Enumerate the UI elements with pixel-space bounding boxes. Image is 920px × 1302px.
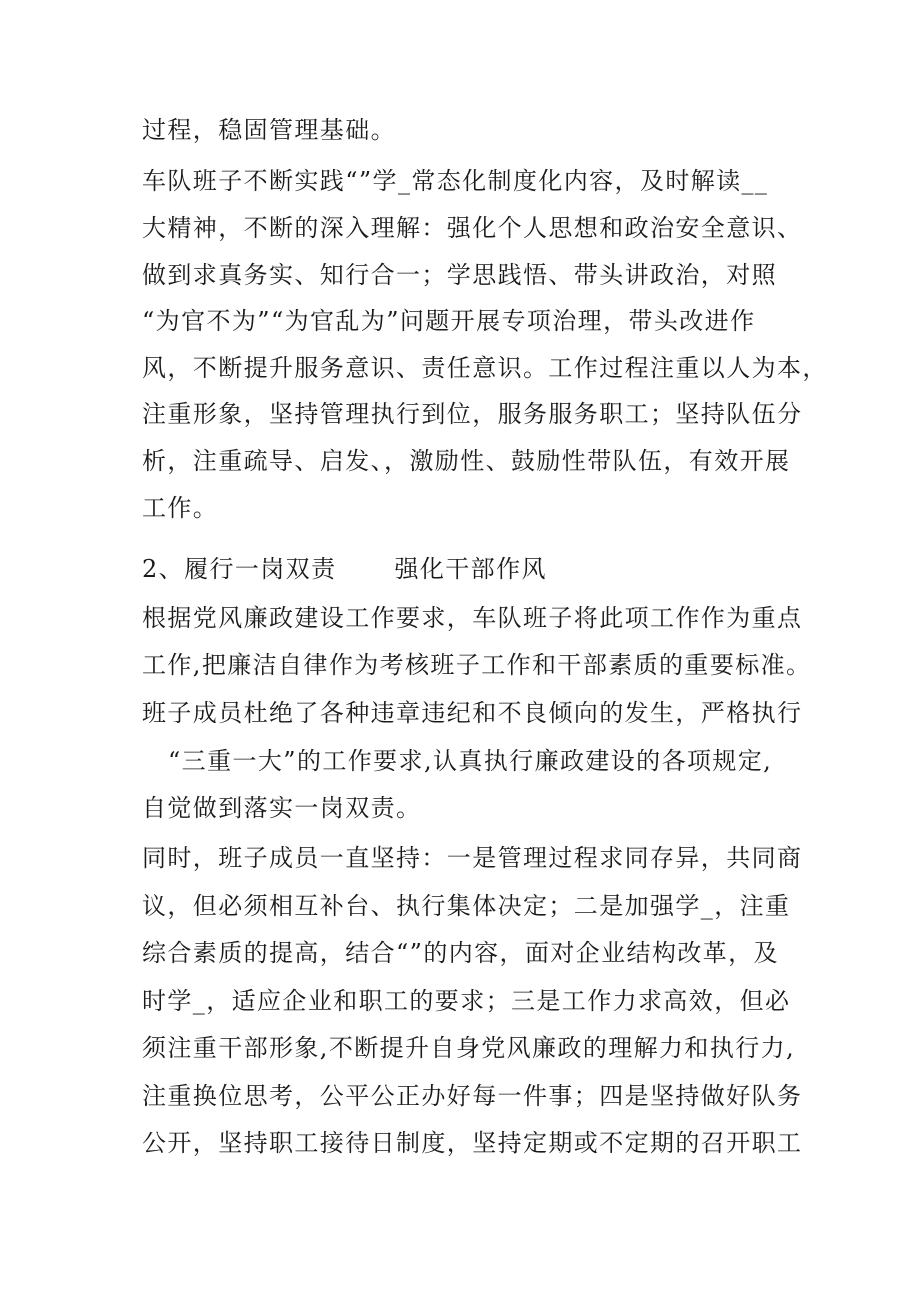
text-line: 同时，班子成员一直坚持：一是管理过程求同存异，共同商 [142,844,803,872]
text-line: 综合素质的提高，结合“”的内容，面对企业结构改革，及 [142,939,779,967]
text-line: 须注重干部形象,不断提升自身党风廉政的理解力和执行力, [142,1034,796,1062]
text-line: 注重换位思考，公平公正办好每一件事；四是坚持做好队务 [142,1082,803,1110]
text-line: “三重一大”的工作要求,认真执行廉政建设的各项规定, [168,747,773,775]
text-line: 风，不断提升服务意识、责任意识。工作过程注重以人为本， [142,354,828,382]
text-line: 根据党风廉政建设工作要求，车队班子将此项工作作为重点 [142,604,803,632]
section-heading-subtitle: 强化干部作风 [394,555,547,583]
text-line: 大精神，不断的深入理解：强化个人思想和政治安全意识、 [142,214,803,242]
text-line: “为官不为”“为官乱为”问题开展专项治理，带头改进作 [142,307,756,335]
section-heading [142,554,792,584]
text-line: 工作。 [142,494,219,522]
text-line: 自觉做到落实一岗双责。 [142,794,422,822]
text-line: 工作,把廉洁自律作为考核班子工作和干部素质的重要标准。 [142,651,812,679]
text-line: 车队班子不断实践“”学_常态化制度化内容，及时解读__ [142,167,769,195]
text-line: 做到求真务实、知行合一；学思践悟、带头讲政治，对照 [142,261,777,289]
text-line: 议，但必须相互补台、执行集体决定；二是加强学_，注重 [142,892,791,920]
text-line: 时学_，适应企业和职工的要求；三是工作力求高效，但必 [142,987,791,1015]
text-line: 公开，坚持职工接待日制度，坚持定期或不定期的召开职工 [142,1129,803,1157]
text-line: 析，注重疏导、启发、，激励性、鼓励性带队伍，有效开展 [142,447,791,475]
text-line: 班子成员杜绝了各种违章违纪和不良倾向的发生，严格执行 [142,699,803,727]
text-line: 过程，稳固管理基础。 [142,116,396,144]
section-heading-number-title: 2、履行一岗双责 [142,555,337,583]
text-line: 注重形象，坚持管理执行到位，服务服务职工；坚持队伍分 [142,400,803,428]
